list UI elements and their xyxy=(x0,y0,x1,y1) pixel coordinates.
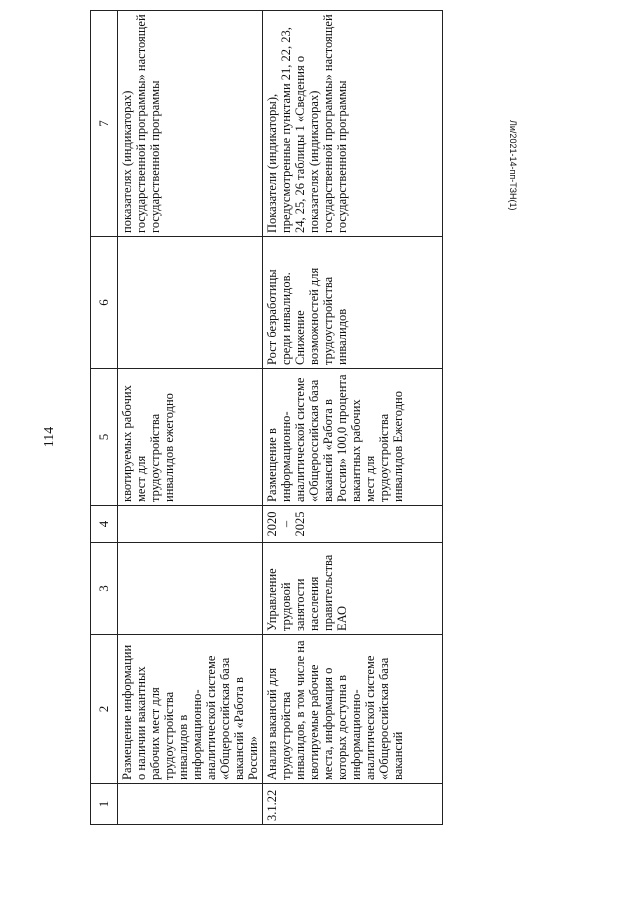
cell-result: Размещение в информационно-аналитической системе «Общероссийская база вакансий «Работа в России» 100,0 процента вакантных рабочих мест для трудоустройства инвалидов Ежегодно xyxy=(263,369,443,506)
cell-indicators: показателях (индикаторах) государственной программы» настоящей государственной программы xyxy=(118,11,263,237)
cell-executor xyxy=(118,543,263,635)
header-col-5: 5 xyxy=(91,369,118,506)
cell-consequences xyxy=(118,237,263,369)
table-row xyxy=(118,11,263,825)
cell-indicators: Показатели (индикаторы), предусмотренные пунктами 21, 22, 23, 24, 25, 26 таблицы 1 «Сведения о показателях (индикаторах) государственной программы» настоящей государственной программы xyxy=(263,11,443,237)
table-frame xyxy=(90,14,405,825)
cell-number: 3.1.22 xyxy=(263,784,443,825)
program-table xyxy=(90,10,443,825)
cell-number xyxy=(118,784,263,825)
cell-activity: Анализ вакансий для трудоустройства инвалидов, в том числе на квотируемые рабочие места, информация о которых доступна в информационно-аналитической системе «Общероссийская база вакансий xyxy=(263,635,443,784)
cell-consequences: Рост безработицы среди инвалидов. Снижение возможностей для трудоустройства инвалидов xyxy=(263,237,443,369)
header-col-3: 3 xyxy=(91,543,118,635)
header-col-4: 4 xyxy=(91,506,118,543)
page-number: 114 xyxy=(42,426,57,448)
header-col-1: 1 xyxy=(91,784,118,825)
cell-period: 2020 – 2025 xyxy=(263,506,443,543)
cell-activity: Размещение информации о наличии вакантных рабочих мест для трудоустройства инвалидов в информационно-аналитической системе «Общероссийская база вакансий «Работа в России» xyxy=(118,635,263,784)
table-row xyxy=(263,11,443,825)
document-code: Ли/2021-14-пп-ТЗН(1) xyxy=(508,120,518,211)
cell-period xyxy=(118,506,263,543)
header-col-7: 7 xyxy=(91,11,118,237)
header-row xyxy=(91,11,118,825)
header-col-6: 6 xyxy=(91,237,118,369)
rotated-table xyxy=(90,14,405,825)
cell-executor: Управление трудовой занятости населения правительства ЕАО xyxy=(263,543,443,635)
cell-result: квотируемых рабочих мест для трудоустройства инвалидов ежегодно xyxy=(118,369,263,506)
header-col-2: 2 xyxy=(91,635,118,784)
